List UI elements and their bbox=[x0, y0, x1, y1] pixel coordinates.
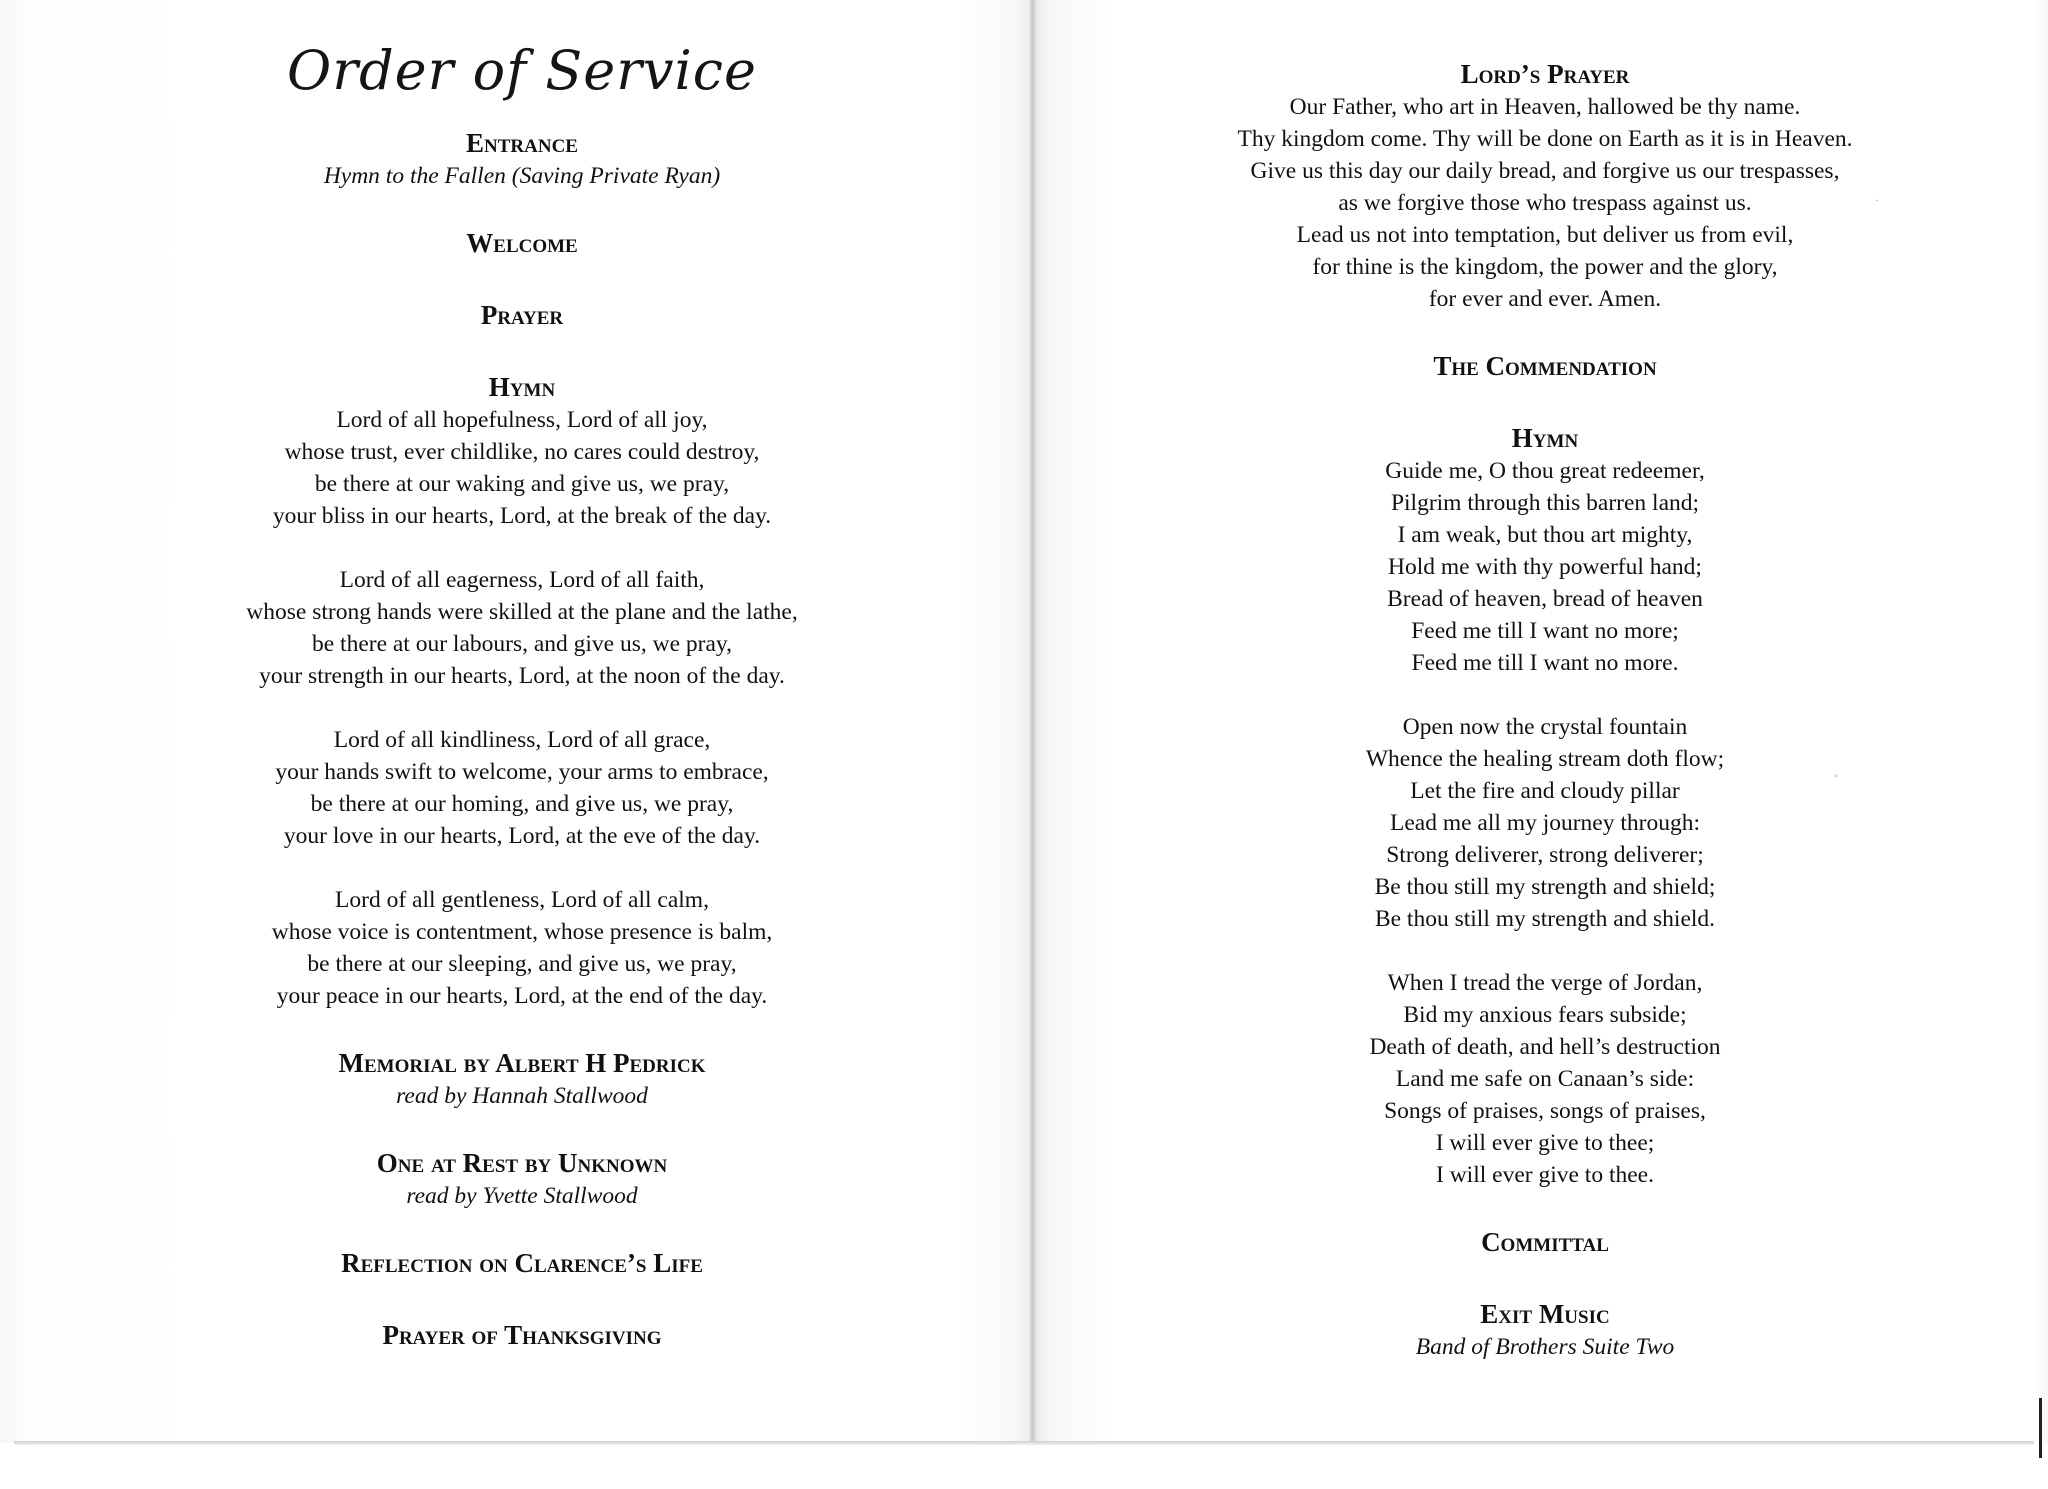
hymn-heading: Hymn bbox=[1511, 423, 1579, 453]
prayer-section bbox=[0, 298, 1044, 332]
one-at-rest-section bbox=[0, 1146, 1044, 1212]
entrance-subtitle: Hymn to the Fallen (Saving Private Ryan) bbox=[323, 163, 721, 189]
hymn-line: your bliss in our hearts, Lord, at the break of the day. bbox=[272, 503, 772, 529]
scan-speck: · bbox=[1875, 196, 1879, 207]
hymn-stanza bbox=[0, 404, 1044, 532]
prayer-line: Our Father, who art in Heaven, hallowed be thy name. bbox=[1289, 94, 1801, 120]
hymn-line: Whence the healing stream doth flow; bbox=[1365, 746, 1725, 772]
hymn-line: Hold me with thy powerful hand; bbox=[1388, 554, 1702, 580]
exit-music-heading: Exit Music bbox=[1480, 1299, 1610, 1329]
hymn-line: Be thou still my strength and shield. bbox=[1374, 906, 1716, 932]
scan-corner-mark bbox=[2039, 1398, 2042, 1458]
committal-section bbox=[1036, 1225, 2048, 1259]
hymn-line: I will ever give to thee; bbox=[1435, 1130, 1655, 1156]
hymn-line: Let the fire and cloudy pillar bbox=[1410, 778, 1680, 804]
hymn-line: Lord of all gentleness, Lord of all calm, bbox=[335, 887, 709, 913]
hymn-line: be there at our labours, and give us, we pray, bbox=[311, 631, 733, 657]
hymn-stanza bbox=[0, 724, 1044, 852]
hymn-line: When I tread the verge of Jordan, bbox=[1387, 970, 1703, 996]
right-page-content bbox=[1036, 0, 2048, 1397]
prayer-line: Give us this day our daily bread, and forgive us our trespasses, bbox=[1250, 158, 1840, 184]
hymn-section bbox=[1036, 421, 2048, 1191]
hymn-heading: Hymn bbox=[488, 372, 556, 402]
hymn-line: Pilgrim through this barren land; bbox=[1390, 490, 1700, 516]
hymn-line: be there at our waking and give us, we pray, bbox=[314, 471, 730, 497]
one-at-rest-heading: One at Rest by Unknown bbox=[376, 1148, 668, 1178]
committal-heading: Committal bbox=[1481, 1227, 1609, 1257]
hymn-line: Feed me till I want no more. bbox=[1411, 650, 1679, 676]
entrance-section bbox=[0, 126, 1044, 192]
exit-music-section bbox=[1036, 1297, 2048, 1363]
hymn-line: I am weak, but thou art mighty, bbox=[1397, 522, 1693, 548]
memorial-reader: read by Hannah Stallwood bbox=[396, 1083, 648, 1109]
memorial-section bbox=[0, 1046, 1044, 1112]
hymn-line: your love in our hearts, Lord, at the eve of the day. bbox=[283, 823, 761, 849]
hymn-line: your peace in our hearts, Lord, at the end of the day. bbox=[276, 983, 768, 1009]
hymn-stanza bbox=[0, 884, 1044, 1012]
hymn-line: whose voice is contentment, whose presence is balm, bbox=[271, 919, 773, 945]
hymn-stanza bbox=[1036, 711, 2048, 935]
commendation-heading: The Commendation bbox=[1433, 351, 1657, 381]
lords-prayer-section bbox=[1036, 57, 2048, 315]
welcome-section bbox=[0, 226, 1044, 260]
hymn-line: Lord of all hopefulness, Lord of all joy, bbox=[336, 407, 708, 433]
hymn-line: Bid my anxious fears subside; bbox=[1403, 1002, 1687, 1028]
hymn-line: whose trust, ever childlike, no cares could destroy, bbox=[284, 439, 760, 465]
paper-bottom-edge bbox=[14, 1441, 2034, 1445]
prayer-line: Lead us not into temptation, but deliver us from evil, bbox=[1296, 222, 1794, 248]
reflection-section bbox=[0, 1246, 1044, 1280]
memorial-heading: Memorial by Albert H Pedrick bbox=[338, 1048, 706, 1078]
hymn-line: your strength in our hearts, Lord, at the noon of the day. bbox=[259, 663, 785, 689]
hymn-line: Bread of heaven, bread of heaven bbox=[1387, 586, 1703, 612]
hymn-stanza bbox=[0, 564, 1044, 692]
prayer-line: for thine is the kingdom, the power and the glory, bbox=[1312, 254, 1778, 280]
reflection-heading: Reflection on Clarence’s Life bbox=[341, 1248, 703, 1278]
hymn-line: I will ever give to thee. bbox=[1436, 1162, 1654, 1188]
prayer-heading: Prayer bbox=[480, 300, 564, 330]
hymn-line: Death of death, and hell’s destruction bbox=[1369, 1034, 1721, 1060]
scan-speck: ◦ bbox=[1834, 771, 1838, 782]
hymn-line: your hands swift to welcome, your arms to embrace, bbox=[275, 759, 769, 785]
hymn-stanza bbox=[1036, 455, 2048, 679]
hymn-line: Songs of praises, songs of praises, bbox=[1384, 1098, 1706, 1124]
prayer-line: as we forgive those who trespass against us. bbox=[1338, 190, 1752, 216]
prayer-line: for ever and ever. Amen. bbox=[1428, 286, 1662, 312]
exit-music-title: Band of Brothers Suite Two bbox=[1415, 1334, 1675, 1360]
commendation-section bbox=[1036, 349, 2048, 383]
hymn-line: be there at our homing, and give us, we pray, bbox=[310, 791, 734, 817]
prayer-line: Thy kingdom come. Thy will be done on Earth as it is in Heaven. bbox=[1237, 126, 1853, 152]
page-title: Order of Service bbox=[287, 39, 757, 102]
welcome-heading: Welcome bbox=[466, 228, 578, 258]
hymn-line: Open now the crystal fountain bbox=[1402, 714, 1688, 740]
hymn-line: Guide me, O thou great redeemer, bbox=[1385, 458, 1705, 484]
hymn-stanza bbox=[1036, 967, 2048, 1191]
hymn-line: whose strong hands were skilled at the plane and the lathe, bbox=[246, 599, 798, 625]
entrance-heading: Entrance bbox=[466, 128, 578, 158]
hymn-line: Land me safe on Canaan’s side: bbox=[1395, 1066, 1695, 1092]
hymn-line: Be thou still my strength and shield; bbox=[1374, 874, 1716, 900]
hymn-line: Lead me all my journey through: bbox=[1390, 810, 1700, 836]
hymn-line: Lord of all eagerness, Lord of all faith, bbox=[339, 567, 705, 593]
hymn-line: Feed me till I want no more; bbox=[1411, 618, 1679, 644]
thanksgiving-section bbox=[0, 1318, 1044, 1352]
hymn-line: Strong deliverer, strong deliverer; bbox=[1386, 842, 1704, 868]
hymn-line: Lord of all kindliness, Lord of all grace, bbox=[333, 727, 711, 753]
thanksgiving-heading: Prayer of Thanksgiving bbox=[382, 1320, 662, 1350]
hymn-section bbox=[0, 370, 1044, 1012]
hymn-line: be there at our sleeping, and give us, we pray, bbox=[307, 951, 737, 977]
lords-prayer-heading: Lord’s Prayer bbox=[1460, 59, 1630, 89]
one-at-rest-reader: read by Yvette Stallwood bbox=[406, 1183, 638, 1209]
left-page-content bbox=[0, 0, 1044, 1386]
